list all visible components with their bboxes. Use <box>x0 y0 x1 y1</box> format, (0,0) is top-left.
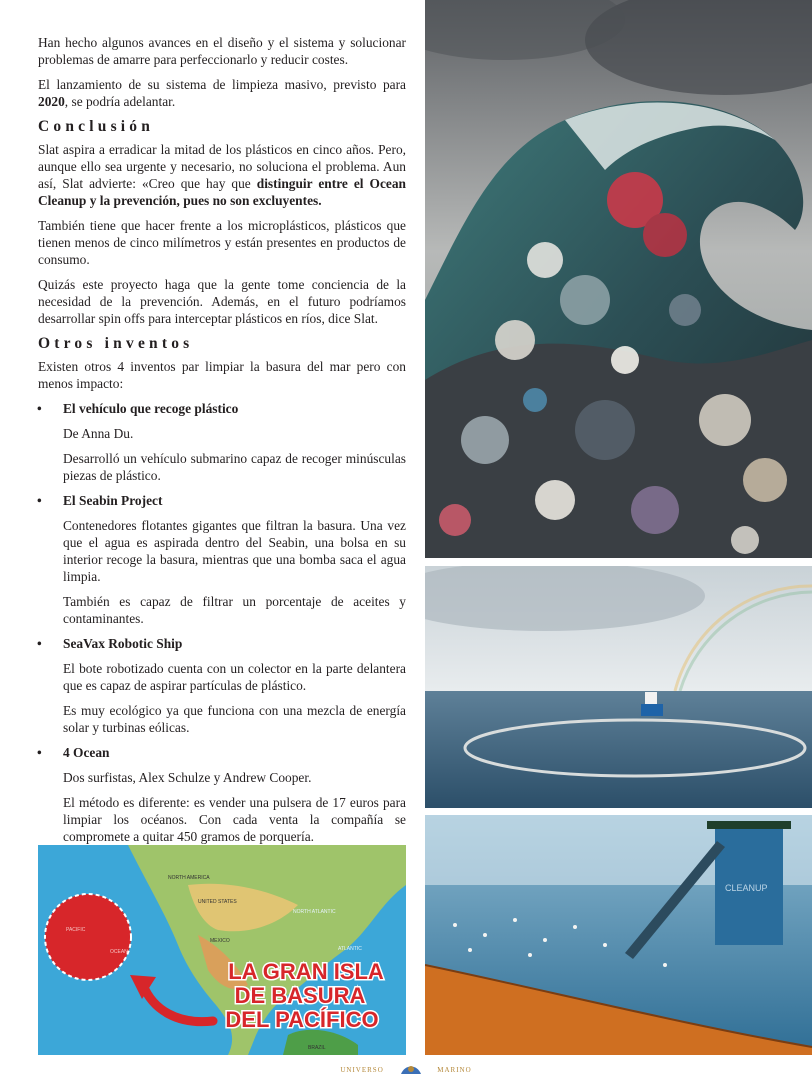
list-item-text: Contenedores flotantes gigantes que filtran la basura. Una vez que el agua es aspirada dentro del Seabin, una bolsa en su interior recoge la basura, mientras que una bomba saca el agua limpia. <box>63 518 406 584</box>
bullet-icon: • <box>37 401 42 416</box>
map-label-brazil: BRAZIL <box>308 1045 326 1051</box>
bullet-icon: • <box>37 745 42 760</box>
structure-sign: CLEANUP <box>725 883 768 893</box>
map-label-pacific: PACIFIC <box>66 927 86 933</box>
otros-heading: Otros inventos <box>38 335 194 352</box>
map-title-line-2: DE BASURA <box>234 983 366 1008</box>
cleanup-boom-illustration <box>425 566 812 808</box>
bullet-icon: • <box>37 493 42 508</box>
list-item-text: También es capaz de filtrar un porcentaje de aceites y contaminantes. <box>63 594 406 626</box>
conclusion-paragraph-1 <box>38 141 406 209</box>
cleanup-structure-photo <box>425 815 812 1055</box>
map-title-line-3: DEL PACÍFICO <box>225 1007 379 1032</box>
conclusion-p1-text: Slat aspira a erradicar la mitad de los plásticos en cinco años. Pero, aunque ello sea urgente y necesario, no soluciona el problema. Aun así, Slat advierte: «Creo que hay que <box>38 142 406 191</box>
map-label-atlantic: ATLANTIC <box>338 946 362 952</box>
list-item-title: SeaVax Robotic Ship <box>63 636 183 651</box>
map-title-line-1: LA GRAN ISLA <box>228 959 384 984</box>
intro-p2-text: El lanzamiento de su sistema de limpieza masivo, previsto para <box>38 77 406 92</box>
list-item <box>38 400 406 417</box>
conclusion-heading: Conclusión <box>38 118 155 135</box>
bullet-icon: • <box>37 636 42 651</box>
footer-left-text: UNIVERSO <box>340 1066 384 1074</box>
plastic-wave-illustration <box>425 0 812 558</box>
conclusion-p1-bold: distinguir entre el Ocean Cleanup y la prevención, pues no son excluyentes. <box>38 176 406 208</box>
cleanup-structure-illustration <box>425 815 812 1055</box>
list-item-text: Desarrolló un vehículo submarino capaz de recoger minúsculas piezas de plástico. <box>63 451 406 483</box>
pacific-garbage-map <box>38 845 406 1055</box>
map-illustration <box>38 845 406 1055</box>
map-label-north-atlantic: NORTH ATLANTIC <box>293 909 336 915</box>
conclusion-paragraph-2: También tiene que hacer frente a los microplásticos, plásticos que tienen menos de cinco milímetros y están presentes en productos de consumo. <box>38 218 406 267</box>
footer-emblem-icon <box>399 1062 423 1078</box>
plastic-wave-photo <box>425 0 812 558</box>
list-item-text: Dos surfistas, Alex Schulze y Andrew Cooper. <box>63 770 312 785</box>
footer-logo <box>0 1062 812 1080</box>
list-item-text: Es muy ecológico ya que funciona con una mezcla de energía solar y turbinas eólicas. <box>63 703 406 735</box>
intro-paragraph-1: Han hecho algunos avances en el diseño y el sistema y solucionar problemas de amarre para perfeccionarlo y reducir costes. <box>38 35 406 67</box>
list-item <box>38 492 406 509</box>
otros-intro: Existen otros 4 inventos par limpiar la basura del mar pero con menos impacto: <box>38 359 406 391</box>
list-item-title: El Seabin Project <box>63 493 163 508</box>
list-item <box>38 635 406 652</box>
ocean-cleanup-boom-photo <box>425 566 812 808</box>
footer-right-text: MARINO <box>437 1066 472 1074</box>
list-item-title: 4 Ocean <box>63 745 110 760</box>
list-item-text: El método es diferente: es vender una pulsera de 17 euros para limpiar los océanos. Con cada venta la compañía se compromete a quitar 450 gramos de porquería. <box>63 795 406 844</box>
intro-p2-end: , se podría adelantar. <box>64 94 176 109</box>
intro-p2-year: 2020 <box>38 94 65 109</box>
map-label-mexico: MEXICO <box>210 938 230 944</box>
article-column <box>38 34 406 853</box>
map-label-us: UNITED STATES <box>198 899 237 905</box>
map-label-ocean: OCEAN <box>110 949 128 955</box>
map-label-north-america: NORTH AMERICA <box>168 875 210 881</box>
list-item-title: El vehículo que recoge plástico <box>63 401 239 416</box>
garbage-patch-circle <box>45 894 131 980</box>
intro-paragraph-2 <box>38 76 406 110</box>
list-item-text: El bote robotizado cuenta con un colector en la parte delantera que es capaz de aspirar partículas de plástico. <box>63 661 406 693</box>
conclusion-paragraph-3: Quizás este proyecto haga que la gente tome conciencia de la necesidad de la prevención. Además, en el futuro podríamos desarrollar spin offs para interceptar plásticos en ríos, dice Slat. <box>38 277 406 326</box>
list-item-text: De Anna Du. <box>63 426 134 441</box>
list-item <box>38 744 406 761</box>
